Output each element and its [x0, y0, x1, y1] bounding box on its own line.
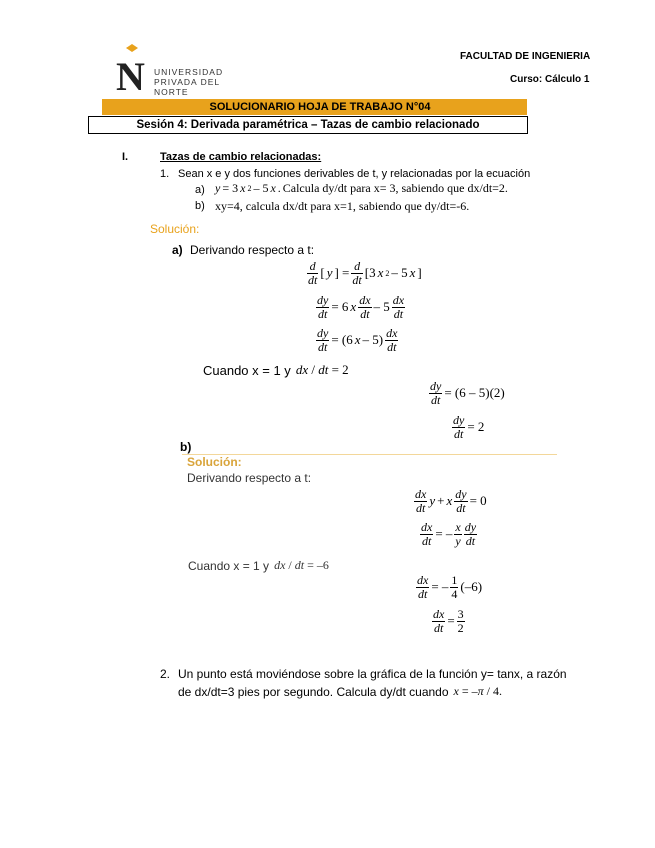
logo [112, 44, 252, 97]
problem2-line1: Un punto está moviéndose sobre la gráfica de la función y= tanx, a razón [178, 667, 567, 681]
eq-a3: $\frac{dy}{dt}$ = (6 x – 5) $\frac{dx}{dt}$ [317, 326, 398, 354]
solution-b-when-text: Cuando x = 1 y [188, 558, 270, 573]
university-line1: UNIVERSIDAD [154, 67, 224, 77]
eq-a1: $\frac{d}{dt}$ [ y ] = $\frac{d}{dt}$ [3 x 2 – 5 x ] [308, 259, 422, 287]
course-label: Curso: Cálculo 1 [510, 74, 590, 85]
problem2-number: 2. [160, 667, 171, 681]
eq-a4: $\frac{dy}{dt}$ = (6 – 5)(2) [430, 379, 505, 407]
section-number: I. [122, 151, 129, 163]
solution-b-when: Cuando x = 1 y dx / dt = –6 [188, 558, 329, 573]
section-title: Tazas de cambio relacionadas: [160, 151, 322, 163]
solution-b-heading: Solución: [187, 455, 242, 469]
problem1-number: 1. [160, 168, 170, 180]
part-b-text: xy=4, calcula dx/dt para x=1, sabiendo que dy/dt=-6. [215, 199, 470, 213]
solution-b-intro: Derivando respecto a t: [187, 471, 312, 485]
part-a-equation: y = 3 x 2 – 5 x . Calcula dy/dt para x= 3, sabiendo que dx/dt=2. [215, 181, 508, 195]
part-a-label: a) [195, 184, 205, 196]
problem1-statement: Sean x e y dos funciones derivables de t, y relacionadas por la ecuación [178, 168, 531, 180]
session-title: Sesión 4: Derivada paramétrica – Tazas de cambio relacionado [136, 119, 480, 131]
eq-b1: $\frac{dx}{dt}$ y + x $\frac{dy}{dt}$ = 0 [415, 487, 487, 515]
university-line2: PRIVADA DEL NORTE [154, 76, 220, 97]
eq-a5: $\frac{dy}{dt}$ = 2 [453, 413, 485, 441]
logo-letter: N [116, 54, 145, 94]
solution-b-label: b) [180, 440, 192, 454]
part-b-label: b) [195, 200, 205, 212]
solution-a-when-text: Cuando x = 1 y [203, 362, 291, 378]
eq-b4: $\frac{dx}{dt}$ = $\frac{3}{2}$ [433, 607, 464, 635]
eq-b2: $\frac{dx}{dt}$ = – $\frac{x}{y}$ $\frac{dy}{dt}$ [421, 520, 477, 548]
problem2-line2: de dx/dt=3 pies por segundo. Calcula dy/dt cuando x = –π / 4. [178, 684, 502, 699]
faculty-label: FACULTAD DE INGENIERIA [460, 51, 591, 62]
solution-heading: Solución: [150, 222, 200, 236]
banner-title: SOLUCIONARIO HOJA DE TRABAJO N°04 [209, 101, 431, 113]
solution-a-intro: Derivando respecto a t: [190, 243, 315, 257]
eq-a2: $\frac{dy}{dt}$ = 6 x $\frac{dx}{dt}$ – 5 $\frac{dx}{dt}$ [317, 293, 405, 321]
solution-a-when: Cuando x = 1 y dx / dt = 2 [203, 362, 349, 378]
eq-b3: $\frac{dx}{dt}$ = – $\frac{1}{4}$ (–6) [417, 573, 483, 601]
session-box [88, 116, 528, 134]
logo-mark-icon [112, 44, 152, 94]
problem2-line2-text: de dx/dt=3 pies por segundo. Calcula dy/dt cuando [178, 684, 449, 699]
solution-a-label: a) [172, 243, 183, 257]
part-a-text: Calcula dy/dt para x= 3, sabiendo que dx/dt=2. [282, 181, 508, 195]
